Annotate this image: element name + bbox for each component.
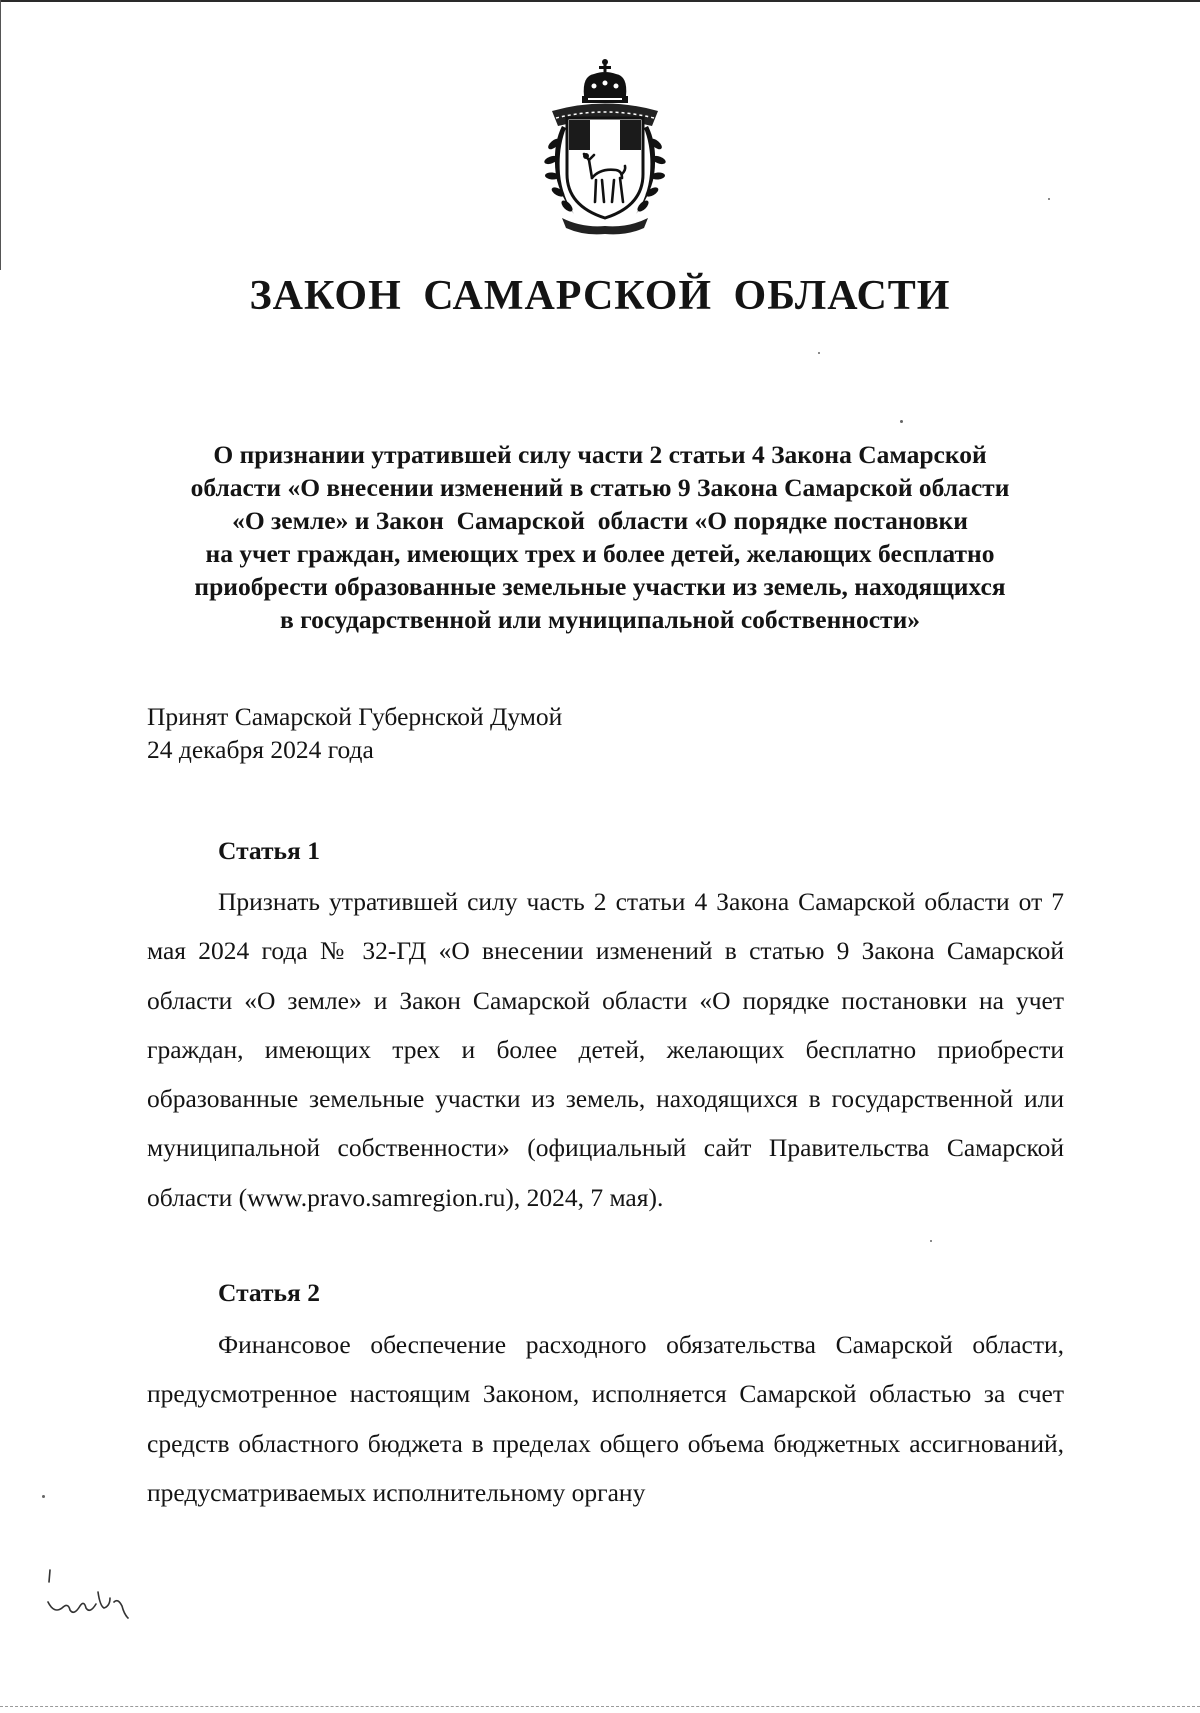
- law-subject: [120, 438, 1080, 636]
- scan-speck: [42, 1495, 45, 1498]
- law-subject-line: приобрести образованные земельные участки из земель, находящихся: [194, 572, 1006, 601]
- scan-edge: [0, 0, 1200, 2]
- article-text: Признать утратившей силу часть 2 статьи 4 Закона Самарской области от 7 мая 2024 года № 32-ГД «О внесении изменений в статью 9 Закона Самарской области «О земле» и Закон Самарской области «О порядке постановки на учет граждан, имеющих трех и более детей, желающих бесплатно приобрести образованные земельные участки из земель, находящихся в государственной или муниципальной собственности» (официальный сайт Правительства Самарской области (www.pravo.samregion.ru), 2024, 7 мая).: [147, 887, 1064, 1212]
- article-heading: Статья 1: [218, 836, 320, 865]
- scan-edge: [0, 0, 1, 270]
- law-subject-line: области «О внесении изменений в статью 9 Закона Самарской области: [190, 473, 1010, 502]
- handwritten-initials-icon: [44, 1562, 134, 1632]
- article-heading: Статья 2: [218, 1278, 320, 1307]
- law-subject-line: в государственной или муниципальной собственности»: [279, 605, 921, 634]
- law-subject-line: О признании утратившей силу части 2 статьи 4 Закона Самарской: [213, 440, 987, 469]
- scan-speck: [930, 1240, 932, 1242]
- scan-speck: [1048, 198, 1050, 200]
- scan-speck: [818, 352, 820, 354]
- samara-oblast-coat-of-arms-icon: [522, 56, 688, 236]
- adoption-info: [147, 700, 562, 766]
- law-title: ЗАКОН САМАРСКОЙ ОБЛАСТИ: [249, 273, 951, 319]
- law-subject-line: на учет граждан, имеющих трех и более детей, желающих бесплатно: [205, 539, 995, 568]
- law-subject-line: «О земле» и Закон Самарской области «О порядке постановки: [232, 506, 968, 535]
- adopted-date: 24 декабря 2024 года: [147, 735, 374, 764]
- adopted-by: Принят Самарской Губернской Думой: [147, 702, 563, 731]
- scan-edge: [0, 1706, 1200, 1708]
- article-text: Финансовое обеспечение расходного обязательства Самарской области, предусмотренное настоящим Законом, исполняется Самарской областью за счет средств областного бюджета в пределах общего объема бюджетных ассигнований, предусматриваемых исполнительному органу: [147, 1330, 1064, 1507]
- scan-speck: [900, 420, 903, 423]
